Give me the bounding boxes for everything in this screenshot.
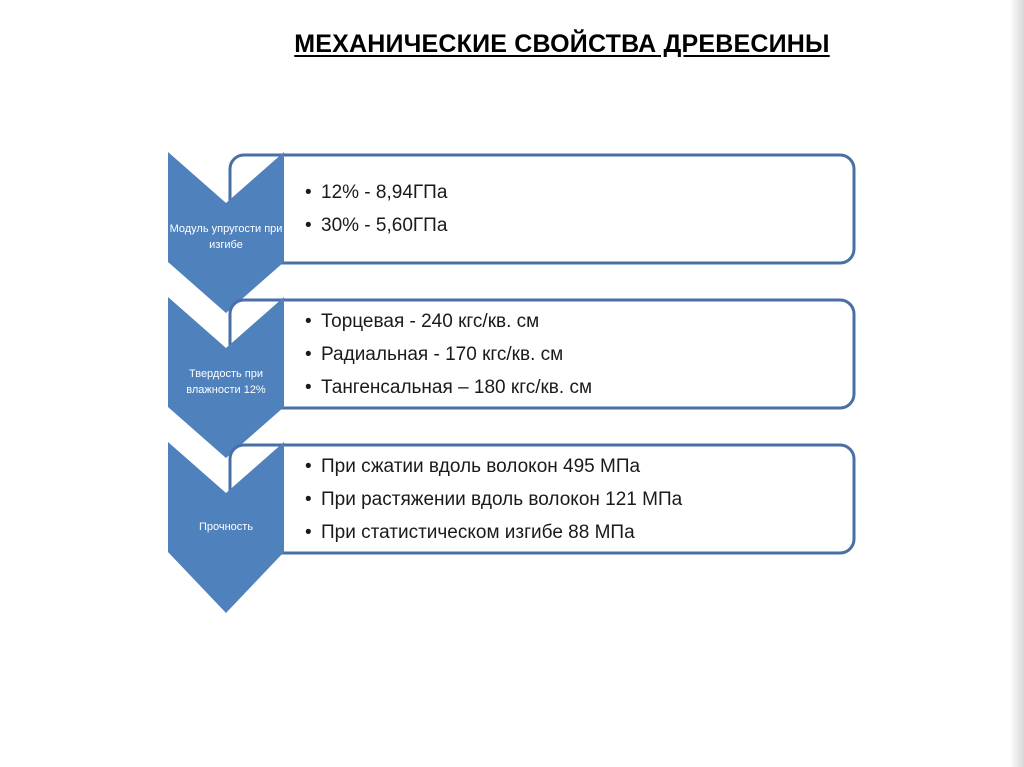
row-3-label: Прочность bbox=[198, 521, 254, 533]
bullet-icon: • bbox=[305, 489, 312, 510]
bullet-icon: • bbox=[305, 377, 312, 398]
row-2-list bbox=[305, 305, 845, 404]
bullet-icon: • bbox=[305, 182, 312, 203]
bullet-icon: • bbox=[305, 522, 312, 543]
row-1-list bbox=[305, 176, 845, 242]
list-item: • 30% - 5,60ГПа bbox=[305, 209, 845, 242]
list-item: • 12% - 8,94ГПа bbox=[305, 176, 845, 209]
list-item: • Радиальная - 170 кгс/кв. см bbox=[305, 338, 845, 371]
list-item: • Тангенсальная – 180 кгс/кв. см bbox=[305, 371, 845, 404]
list-item: • При сжатии вдоль волокон 495 МПа bbox=[305, 450, 845, 483]
bullet-icon: • bbox=[305, 215, 312, 236]
list-item: • При статистическом изгибе 88 МПа bbox=[305, 516, 845, 549]
bullet-icon: • bbox=[305, 456, 312, 477]
slide-title: МЕХАНИЧЕСКИЕ СВОЙСТВА ДРЕВЕСИНЫ bbox=[294, 30, 830, 58]
row-1-label: Модуль упругости при изгибе bbox=[169, 223, 283, 251]
list-item: • Торцевая - 240 кгс/кв. см bbox=[305, 305, 845, 338]
row-3-list bbox=[305, 450, 845, 549]
bullet-icon: • bbox=[305, 344, 312, 365]
list-item: • При растяжении вдоль волокон 121 МПа bbox=[305, 483, 845, 516]
row-2-label: Твердость при влажности 12% bbox=[186, 368, 266, 396]
bullet-icon: • bbox=[305, 311, 312, 332]
